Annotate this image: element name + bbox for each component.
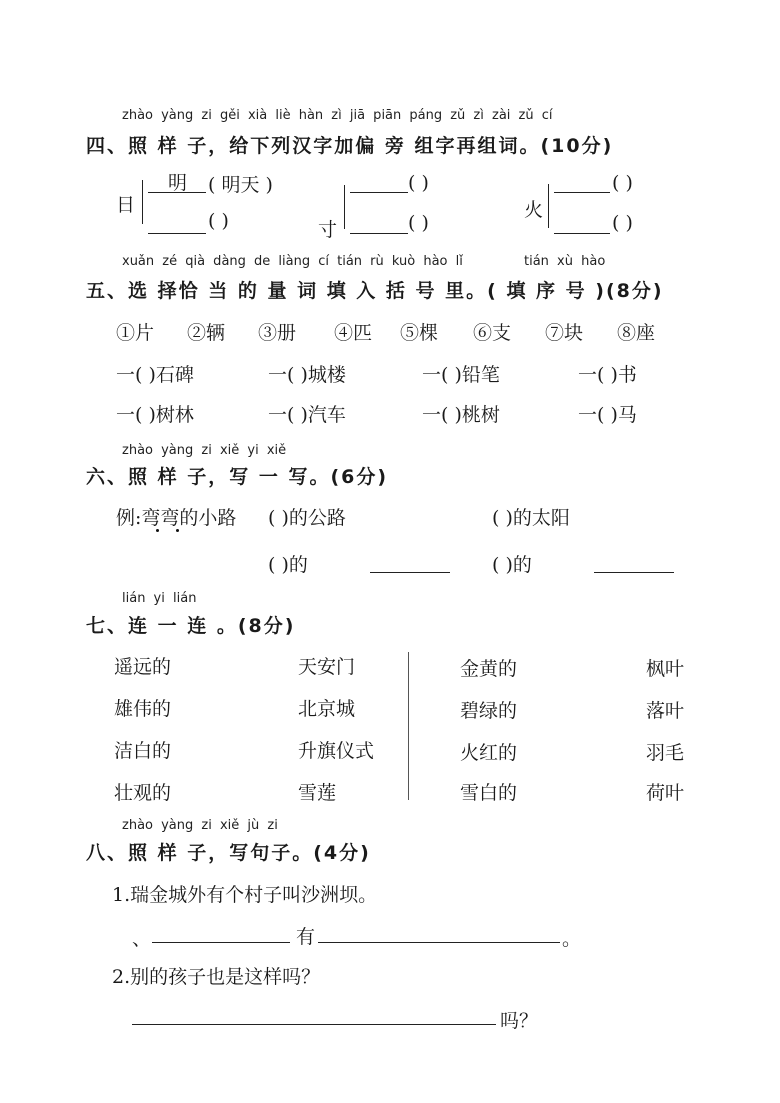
s5-item: 一( )马 xyxy=(578,404,637,426)
s4-paren: ( ) xyxy=(612,212,633,234)
s5-item: 一( )桃树 xyxy=(422,404,500,426)
s5-pinyin: tián xù hào xyxy=(524,254,606,269)
s7-left-noun: 雪莲 xyxy=(298,782,337,804)
s7-left-noun: 北京城 xyxy=(298,698,356,720)
s4-char-huo: 火 xyxy=(524,199,544,221)
s5-item: 一( )书 xyxy=(578,364,637,386)
s8-line xyxy=(132,1024,496,1025)
s8-comma: 、 xyxy=(132,928,152,950)
s7-pinyin: lián yi lián xyxy=(122,591,197,606)
s6-line xyxy=(594,572,674,573)
s8-line xyxy=(152,942,290,943)
s5-item: 一( )铅笔 xyxy=(422,364,500,386)
s8-q2: 2.别的孩子也是这样吗？ xyxy=(112,966,321,988)
s8-pinyin: zhào yàng zi xiě jù zi xyxy=(122,818,278,833)
s7-right-adj: 碧绿的 xyxy=(460,700,518,722)
s7-right-noun: 落叶 xyxy=(646,700,685,722)
s8-you: 有 xyxy=(296,926,316,948)
s4-char-cun: 寸 xyxy=(318,219,338,241)
s8-ma: 吗？ xyxy=(500,1010,539,1032)
s7-right-adj: 火红的 xyxy=(460,742,518,764)
s7-left-adj: 遥远的 xyxy=(114,656,172,678)
s7-right-adj: 雪白的 xyxy=(460,782,518,804)
s6-title: 六、照 样 子，写 一 写。(6分) xyxy=(86,466,389,488)
s6-example: 例:弯弯的小路 xyxy=(116,507,237,529)
s7-left-noun: 天安门 xyxy=(298,656,356,678)
s4-brace-cun xyxy=(344,185,345,229)
s8-period: 。 xyxy=(562,928,582,950)
s7-divider xyxy=(408,652,409,800)
s7-left-adj: 壮观的 xyxy=(114,782,172,804)
s5-item: 一( )石碑 xyxy=(116,364,194,386)
s6-line xyxy=(370,572,450,573)
s6-blank: ( )的 xyxy=(268,554,308,576)
s5-title: 五、选 择恰 当 的 量 词 填 入 括 号 里。( 填 序 号 )(8分) xyxy=(86,280,664,302)
s4-paren: ( ) xyxy=(408,172,429,194)
s4-mingtian: ( 明天 ) xyxy=(208,174,273,196)
s6-blank: ( )的公路 xyxy=(268,507,346,529)
s4-line xyxy=(554,192,610,193)
emphasis-dot xyxy=(176,529,179,532)
s4-brace-huo xyxy=(548,184,549,228)
s5-option: ④匹 xyxy=(334,322,373,344)
s6-blank: ( )的太阳 xyxy=(492,507,570,529)
s6-pinyin: zhào yàng zi xiě yi xiě xyxy=(122,443,287,458)
s8-line xyxy=(318,942,560,943)
s5-option: ①片 xyxy=(116,322,155,344)
s5-item: 一( )城楼 xyxy=(268,364,346,386)
s7-left-noun: 升旗仪式 xyxy=(298,740,375,762)
s4-paren: ( ) xyxy=(208,210,229,232)
s5-option: ⑥支 xyxy=(473,322,512,344)
s8-q1: 1.瑞金城外有个村子叫沙洲坝。 xyxy=(112,884,378,906)
s4-paren: ( ) xyxy=(612,172,633,194)
s4-brace-ri xyxy=(142,180,143,224)
emphasis-dot xyxy=(156,529,159,532)
s5-option: ⑦块 xyxy=(545,322,584,344)
s4-paren: ( ) xyxy=(408,212,429,234)
s5-item: 一( )汽车 xyxy=(268,404,346,426)
s5-option: ⑧座 xyxy=(617,322,656,344)
s4-title: 四、照 样 子，给下列汉字加偏 旁 组字再组词。(10分) xyxy=(86,135,614,157)
s4-pinyin: zhào yàng zi gěi xià liè hàn zì jiā piān páng zǔ zì zài zǔ cí xyxy=(122,108,553,123)
s4-char-ri: 日 xyxy=(116,194,136,216)
s4-line xyxy=(350,233,408,234)
s7-left-adj: 雄伟的 xyxy=(114,698,172,720)
s7-right-noun: 枫叶 xyxy=(646,658,685,680)
s8-title: 八、照 样 子，写句子。(4分) xyxy=(86,842,371,864)
s4-line xyxy=(148,192,206,193)
s6-blank: ( )的 xyxy=(492,554,532,576)
s5-option: ③册 xyxy=(258,322,297,344)
s5-option: ⑤棵 xyxy=(400,322,439,344)
s7-right-adj: 金黄的 xyxy=(460,658,518,680)
s4-line xyxy=(148,233,206,234)
s4-ming: 明 xyxy=(168,172,188,194)
s7-title: 七、连 一 连 。(8分) xyxy=(86,615,296,637)
s7-right-noun: 羽毛 xyxy=(646,742,685,764)
s4-line xyxy=(554,233,610,234)
s7-left-adj: 洁白的 xyxy=(114,740,172,762)
s5-pinyin: xuǎn zé qià dàng de liàng cí tián rù kuò hào lǐ xyxy=(122,254,463,269)
s4-line xyxy=(350,192,408,193)
s5-item: 一( )树林 xyxy=(116,404,194,426)
s7-right-noun: 荷叶 xyxy=(646,782,685,804)
s5-option: ②辆 xyxy=(187,322,226,344)
